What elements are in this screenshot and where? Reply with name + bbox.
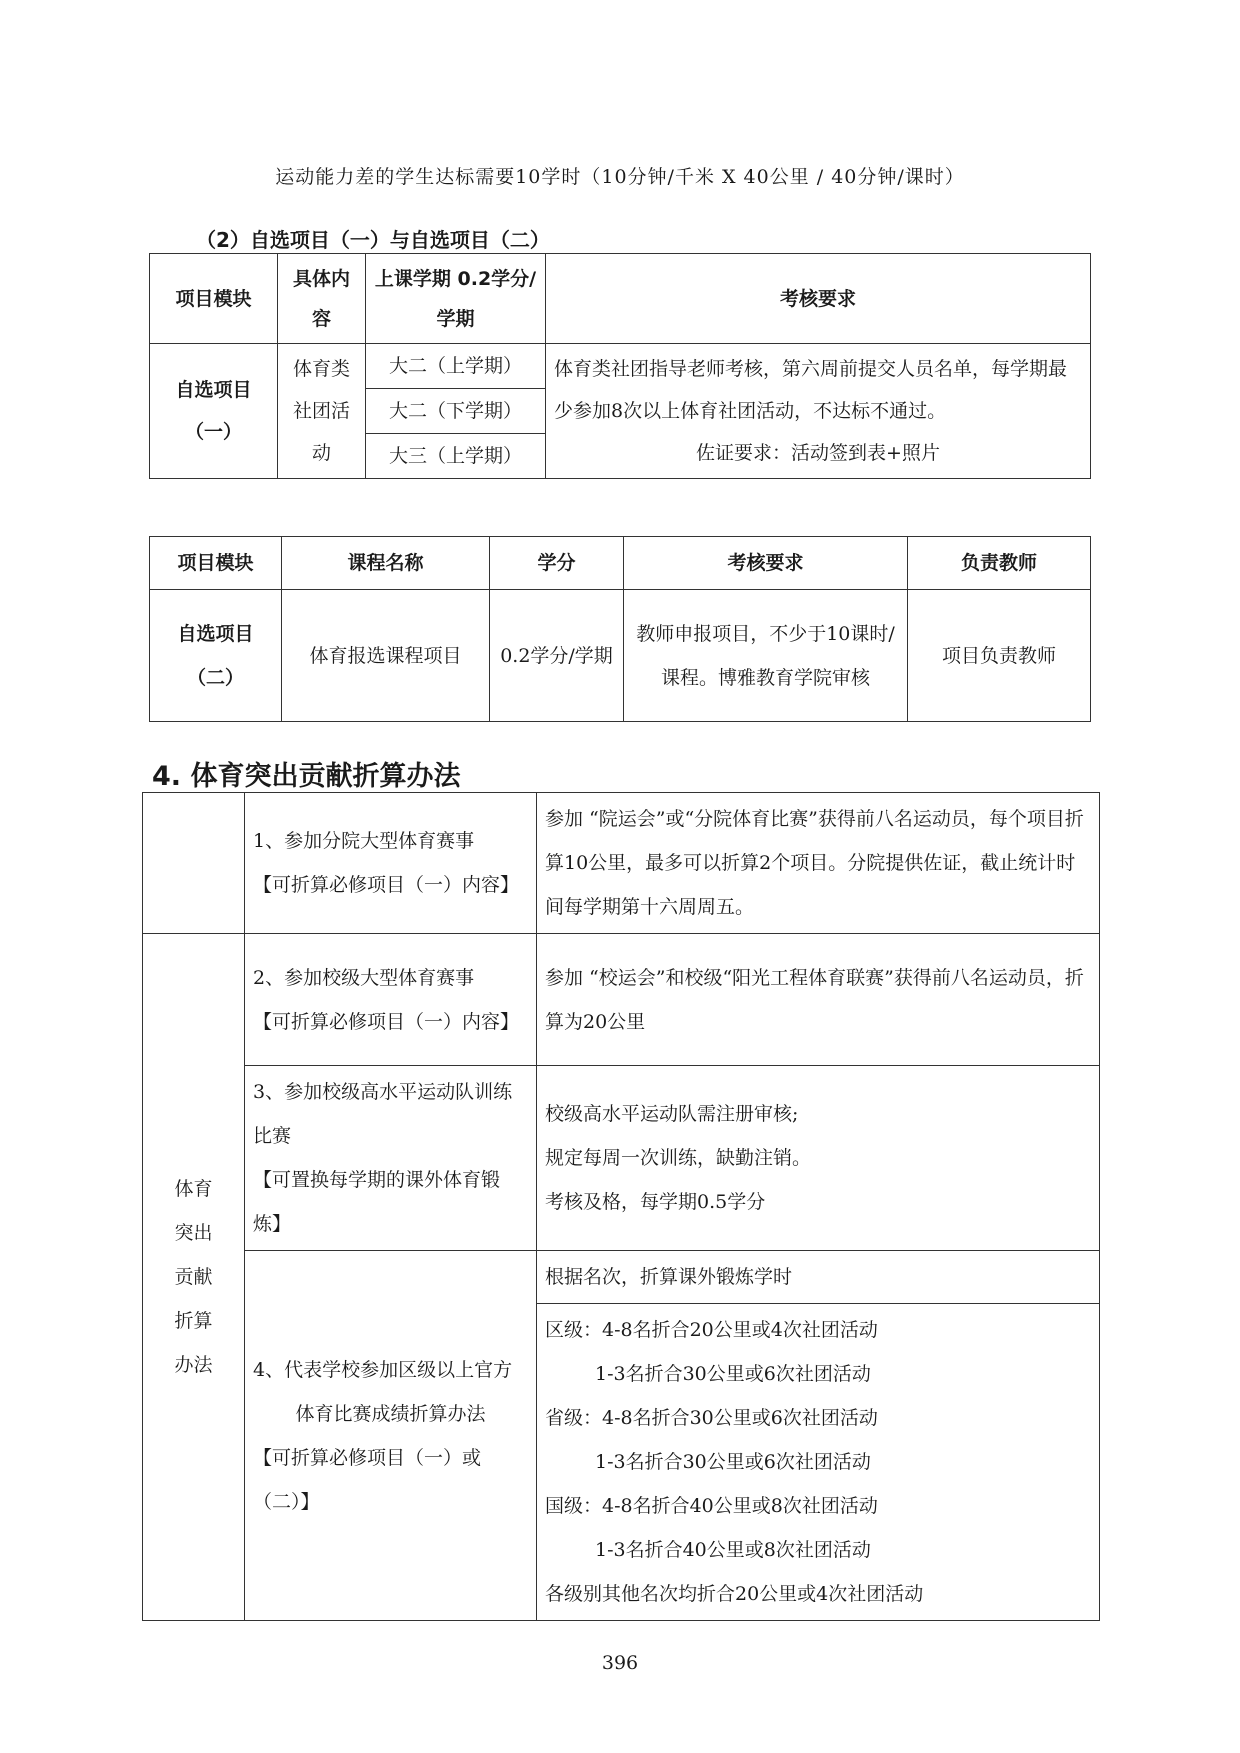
item-title: 2、参加校级大型体育赛事: [253, 966, 475, 989]
item-subtitle: 体育比赛成绩折算办法: [295, 1402, 486, 1425]
desc-line: 区级：4-8名折合20公里或4次社团活动: [545, 1319, 878, 1341]
th-module: 项目模块: [150, 537, 282, 590]
desc-cell: 参加 “校运会”和校级“阳光工程体育联赛”获得前八名运动员，折算为20公里: [537, 934, 1100, 1066]
page-number: 396: [601, 1652, 639, 1674]
item-cell: [245, 934, 537, 1066]
desc-line: 1-3名折合40公里或8次社团活动: [595, 1539, 871, 1561]
th-requirement: 考核要求: [624, 537, 908, 590]
desc-line: 省级：4-8名折合30公里或6次社团活动: [545, 1407, 878, 1429]
empty-category-cell: [143, 793, 245, 934]
item-note: 【可折算必修项目（一）内容】: [253, 1010, 520, 1033]
elective-1-module: 自选项目（一）: [150, 344, 278, 479]
item-title: 1、参加分院大型体育赛事: [253, 830, 475, 852]
section-heading: 4. 体育突出贡献折算办法: [152, 761, 461, 792]
desc-top-cell: 根据名次，折算课外锻炼学时: [537, 1251, 1100, 1304]
desc-line: 各级别其他名次均折合20公里或4次社团活动: [545, 1583, 924, 1605]
desc-line: 国级：4-8名折合40公里或8次社团活动: [545, 1495, 878, 1517]
desc-line: 校级高水平运动队需注册审核;: [545, 1103, 799, 1125]
item-note: 【可置换每学期的课外体育锻炼】: [253, 1169, 501, 1235]
term-cell: 大三（上学期）: [366, 434, 546, 479]
th-course: 课程名称: [282, 537, 490, 590]
desc-cell: [537, 1304, 1100, 1621]
desc-cell: [537, 1066, 1100, 1251]
item-cell: [245, 1251, 537, 1621]
elective-2-credit: 0.2学分/学期: [490, 590, 624, 722]
table-elective-1: [149, 253, 1091, 479]
item-cell: [245, 793, 537, 934]
term-cell: 大二（上学期）: [366, 344, 546, 389]
desc-line: 考核及格，每学期0.5学分: [545, 1191, 766, 1213]
elective-2-module: 自选项目（二）: [150, 590, 282, 722]
table-elective-2: [149, 536, 1091, 722]
th-term: 上课学期 0.2学分/学期: [366, 254, 546, 344]
item-title: 4、代表学校参加区级以上官方: [253, 1358, 513, 1381]
elective-2-course: 体育报选课程项目: [282, 590, 490, 722]
elective-2-requirement: 教师申报项目，不少于10课时/课程。博雅教育学院审核: [624, 590, 908, 722]
desc-cell: 参加 “院运会”或“分院体育比赛”获得前八名运动员，每个项目折算10公里，最多可以折算2个项目。分院提供佐证，截止统计时间每学期第十六周周五。: [537, 793, 1100, 934]
item-note: 【可折算必修项目（一）或（二）】: [253, 1446, 482, 1513]
evidence-text: 佐证要求：活动签到表+照片: [696, 442, 940, 464]
intro-line: 运动能力差的学生达标需要10学时（10分钟/千米 X 40公里 / 40分钟/课时）: [275, 166, 965, 188]
desc-line: 1-3名折合30公里或6次社团活动: [595, 1451, 871, 1473]
table-contribution: [142, 792, 1100, 1621]
desc-line: 1-3名折合30公里或6次社团活动: [595, 1363, 871, 1385]
item-note: 【可折算必修项目（一）内容】: [253, 874, 520, 896]
item-cell: [245, 1066, 537, 1251]
th-content: 具体内容: [278, 254, 366, 344]
item-title: 3、参加校级高水平运动队训练比赛: [253, 1081, 513, 1147]
elective-1-content: 体育类社团活动: [278, 344, 366, 479]
th-teacher: 负责教师: [908, 537, 1091, 590]
sub-heading: （2）自选项目（一）与自选项目（二）: [196, 228, 550, 252]
desc-line: 规定每周一次训练，缺勤注销。: [545, 1147, 812, 1169]
category-cell: 体育突出贡献折算办法: [143, 934, 245, 1621]
elective-1-requirement: [546, 344, 1091, 479]
th-module: 项目模块: [150, 254, 278, 344]
elective-2-teacher: 项目负责教师: [908, 590, 1091, 722]
th-credit: 学分: [490, 537, 624, 590]
term-cell: 大二（下学期）: [366, 389, 546, 434]
th-requirement: 考核要求: [546, 254, 1091, 344]
requirement-text: 体育类社团指导老师考核，第六周前提交人员名单，每学期最少参加8次以上体育社团活动，不达标不通过。: [554, 358, 1068, 422]
